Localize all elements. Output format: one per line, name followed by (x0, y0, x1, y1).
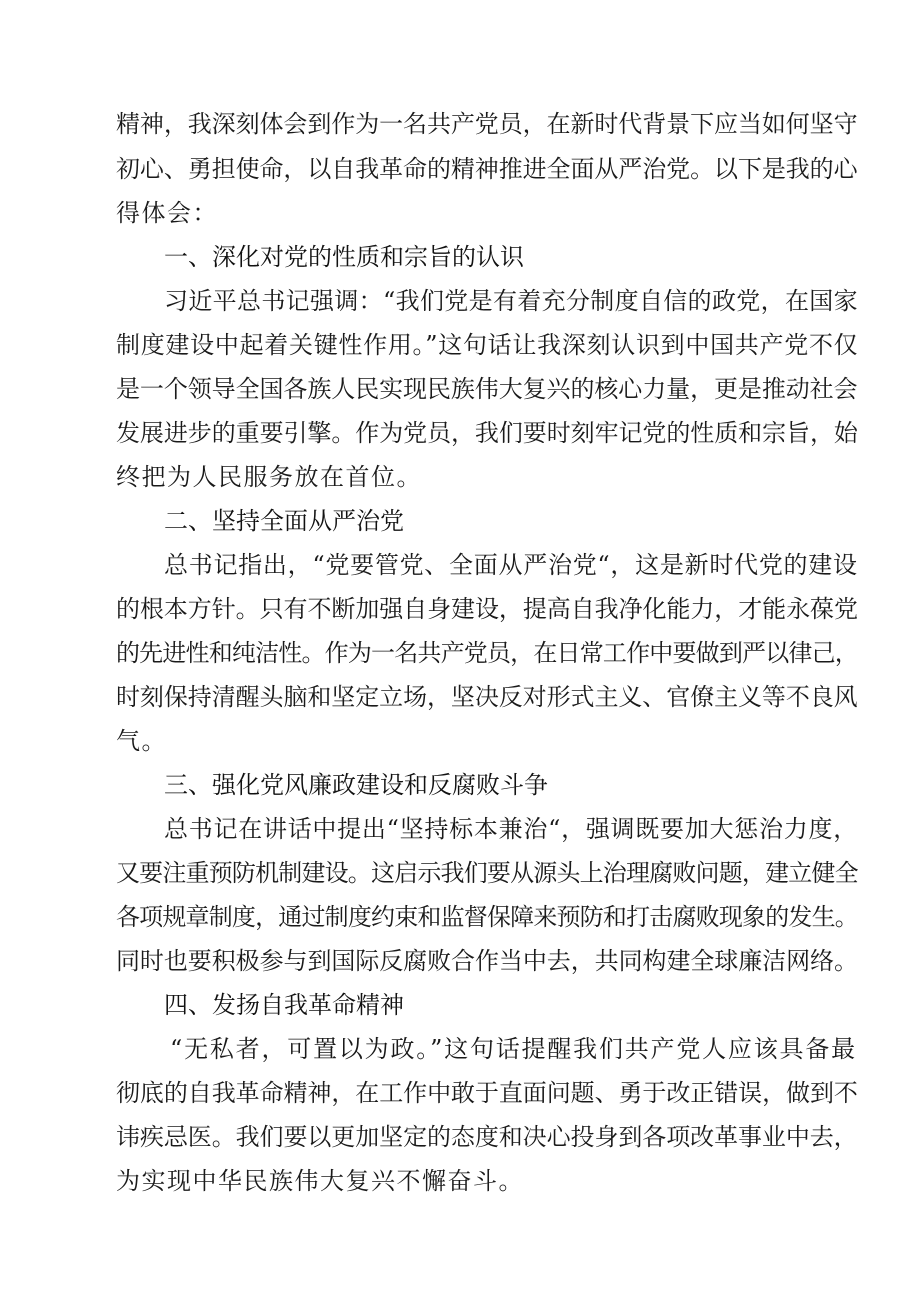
section-3-line-1: 总书记在讲话中提出“坚持标本兼治“，强调既要加大惩治力度， (164, 815, 858, 843)
section-2-line-2: 的根本方针。只有不断加强自身建设，提高自我净化能力，才能永葆党 (116, 595, 858, 623)
section-3-line-2: 又要注重预防机制建设。这启示我们要从源头上治理腐败问题，建立健全 (116, 859, 858, 887)
section-3-heading: 三、强化党风廉政建设和反腐败斗争 (164, 771, 548, 799)
section-3-line-3: 各项规章制度，通过制度约束和监督保障来预防和打击腐败现象的发生。 (116, 903, 858, 931)
intro-line-1: 精神，我深刻体会到作为一名共产党员，在新时代背景下应当如何坚守 (116, 110, 858, 138)
section-2-line-4: 时刻保持清醒头脑和坚定立场，坚决反对形式主义、官僚主义等不良风 (116, 683, 858, 711)
section-4-line-2: 彻底的自我革命精神，在工作中敢于直面问题、勇于改正错误，做到不 (116, 1079, 858, 1107)
section-3-line-4: 同时也要积极参与到国际反腐败合作当中去，共同构建全球廉洁网络。 (116, 947, 858, 975)
section-1-line-3: 是一个领导全国各族人民实现民族伟大复兴的核心力量，更是推动社会 (116, 375, 858, 403)
section-1-line-1: 习近平总书记强调：“我们党是有着充分制度自信的政党，在国家 (164, 287, 858, 315)
section-4-heading: 四、发扬自我革命精神 (164, 991, 404, 1019)
section-1-line-2: 制度建设中起着关键性作用。”这句话让我深刻认识到中国共产党不仅 (116, 331, 859, 359)
section-2-heading: 二、坚持全面从严治党 (164, 507, 404, 535)
section-1-heading: 一、深化对党的性质和宗旨的认识 (164, 243, 524, 271)
intro-line-2: 初心、勇担使命，以自我革命的精神推进全面从严治党。以下是我的心 (116, 155, 858, 183)
section-1-line-5: 终把为人民服务放在首位。 (116, 463, 422, 491)
section-1-line-4: 发展进步的重要引擎。作为党员，我们要时刻牢记党的性质和宗旨，始 (116, 419, 858, 447)
section-2-line-3: 的先进性和纯洁性。作为一名共产党员，在日常工作中要做到严以律己， (116, 639, 858, 667)
section-2-line-5: 气。 (116, 727, 167, 755)
section-4-line-4: 为实现中华民族伟大复兴不懈奋斗。 (116, 1167, 524, 1195)
intro-line-3: 得体会： (116, 199, 218, 227)
section-4-line-1: “无私者，可置以为政。”这句话提醒我们共产党人应该具备最 (170, 1035, 857, 1063)
section-2-line-1: 总书记指出，“党要管党、全面从严治党“，这是新时代党的建设 (164, 551, 858, 579)
section-4-line-3: 讳疾忌医。我们要以更加坚定的态度和决心投身到各项改革事业中去， (116, 1123, 858, 1151)
